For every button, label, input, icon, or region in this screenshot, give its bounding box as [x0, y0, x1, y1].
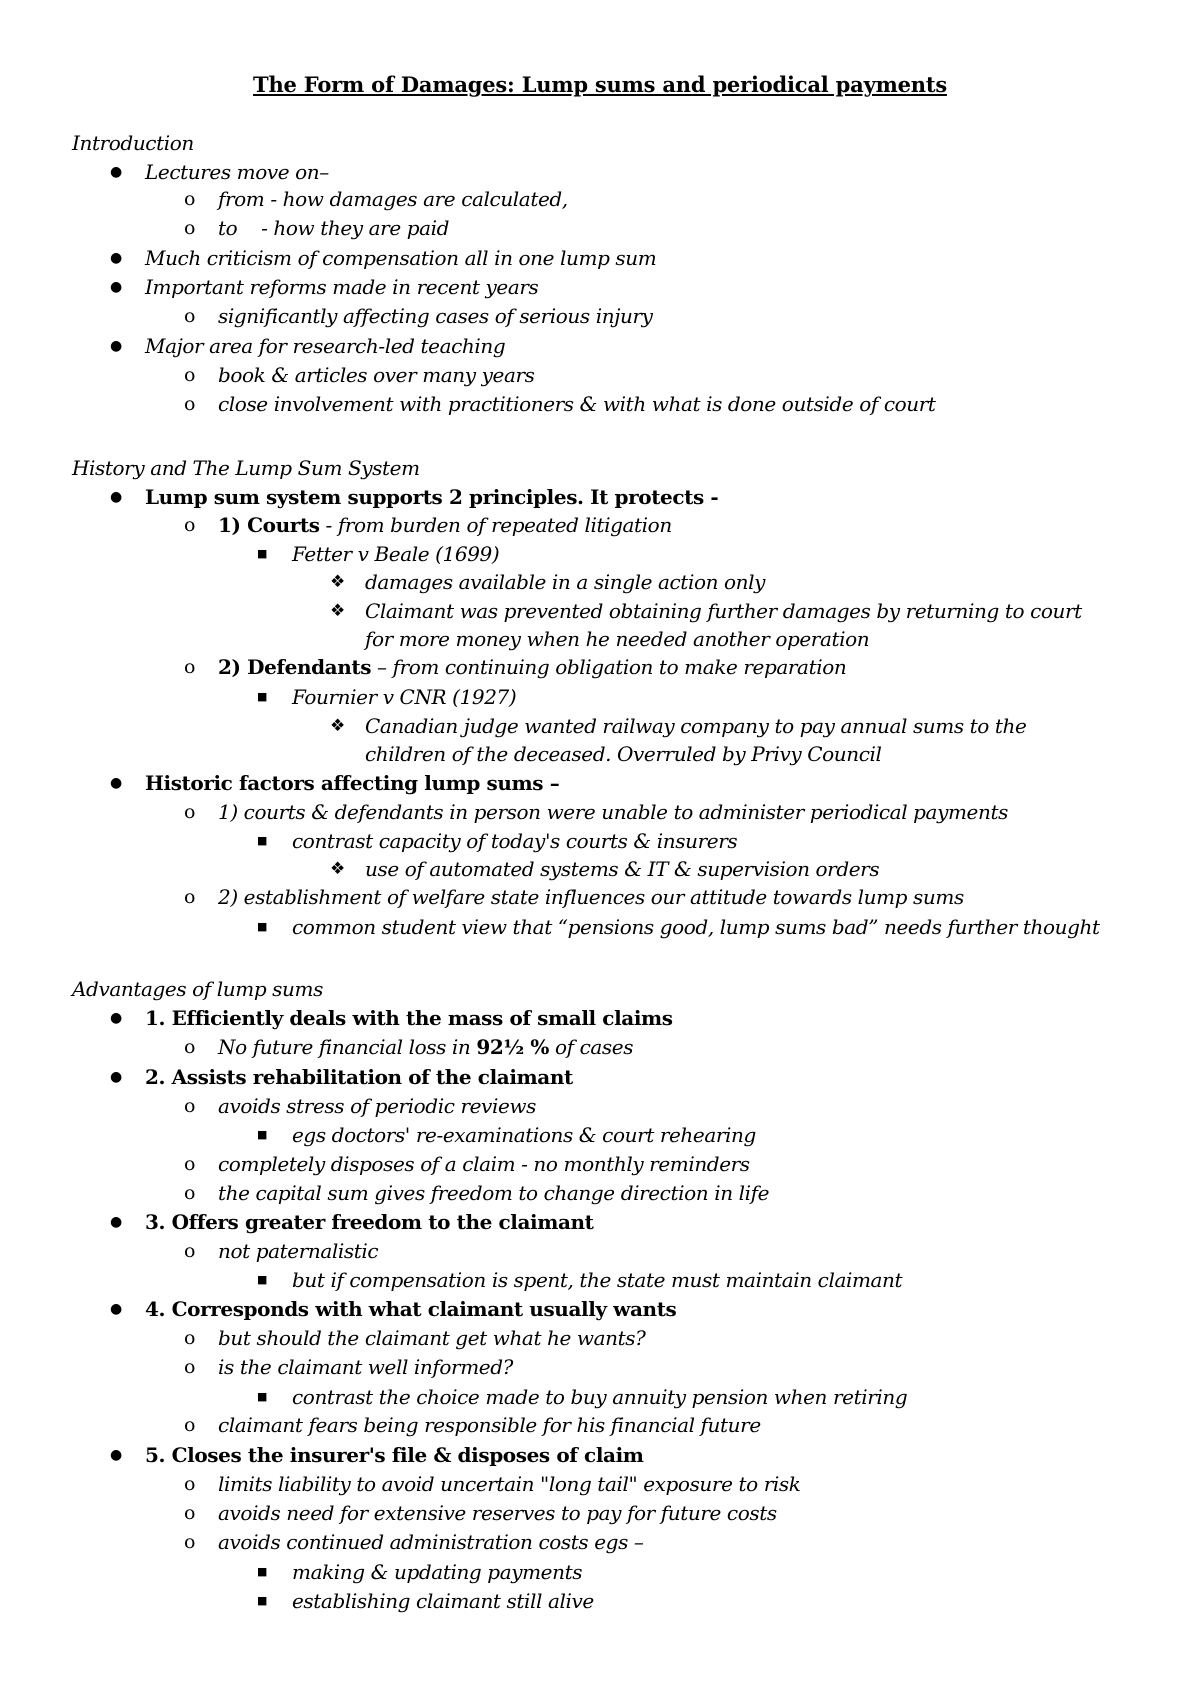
section-heading-advantages: Advantages of lump sums — [72, 977, 323, 1001]
circle-marker: o — [184, 886, 196, 908]
circle-marker: o — [184, 1095, 196, 1117]
section-heading-history: History and The Lump Sum System — [72, 456, 420, 480]
list-item: Much criticism of compensation all in one lump sum — [145, 246, 657, 270]
list-item: common student view that “pensions good, lump sums bad” needs further thought — [292, 915, 1100, 939]
bullet-marker: ● — [110, 775, 123, 791]
circle-marker: o — [184, 656, 196, 678]
list-item: Important reforms made in recent years — [145, 275, 539, 299]
bullet-marker: ● — [110, 250, 123, 266]
section-heading-introduction: Introduction — [72, 131, 194, 155]
bullet-marker: ● — [110, 1214, 123, 1230]
bullet-marker: ● — [110, 1301, 123, 1317]
circle-marker: o — [184, 1356, 196, 1378]
circle-marker: o — [184, 1036, 196, 1058]
list-item: but if compensation is spent, the state must maintain claimant — [292, 1268, 903, 1292]
list-item-bold: 1. Efficiently deals with the mass of small claims — [145, 1006, 673, 1030]
circle-marker: o — [184, 1153, 196, 1175]
list-item-bold: Historic factors affecting lump sums – — [145, 771, 560, 795]
bullet-marker: ● — [110, 279, 123, 295]
defendants-text: – from continuing obligation to make reparation — [371, 655, 847, 679]
defendants-label: 2) Defendants — [218, 655, 372, 679]
circle-marker: o — [184, 1531, 196, 1553]
list-item: the capital sum gives freedom to change direction in life — [218, 1181, 770, 1205]
list-item: egs doctors' re-examinations & court rehearing — [292, 1123, 756, 1147]
adv1-percentage: 92½ % — [476, 1035, 550, 1059]
bullet-marker: ● — [110, 1447, 123, 1463]
list-item-bold: 4. Corresponds with what claimant usually wants — [145, 1297, 677, 1321]
list-item: damages available in a single action only — [365, 570, 766, 594]
list-item: but should the claimant get what he wants? — [218, 1326, 646, 1350]
bullet-marker: ● — [110, 338, 123, 354]
list-item: establishing claimant still alive — [292, 1589, 594, 1613]
list-item: Lectures move on– — [145, 160, 329, 184]
list-item: avoids need for extensive reserves to pay for future costs — [218, 1501, 777, 1525]
list-item-bold: Lump sum system supports 2 principles. It protects - — [145, 485, 719, 509]
square-marker: ■ — [257, 920, 268, 933]
case-name: Fournier v CNR (1927) — [292, 685, 517, 709]
square-marker: ■ — [257, 1565, 268, 1578]
list-item — [218, 513, 672, 537]
list-item: claimant fears being responsible for his financial future — [218, 1413, 761, 1437]
courts-label: 1) Courts — [218, 513, 320, 537]
list-item: from - how damages are calculated, — [218, 187, 568, 211]
list-item-continuation: for more money when he needed another operation — [365, 627, 870, 651]
list-item: not paternalistic — [218, 1239, 379, 1263]
square-marker: ■ — [257, 1390, 268, 1403]
bullet-marker: ● — [110, 1069, 123, 1085]
list-item: Canadian judge wanted railway company to pay annual sums to the — [365, 714, 1027, 738]
square-marker: ■ — [257, 834, 268, 847]
circle-marker: o — [184, 1473, 196, 1495]
adv1-text-post: of cases — [549, 1035, 634, 1059]
list-item: Major area for research-led teaching — [145, 334, 506, 358]
list-item: contrast capacity of today's courts & insurers — [292, 829, 738, 853]
circle-marker: o — [184, 1240, 196, 1262]
circle-marker: o — [184, 1182, 196, 1204]
list-item: use of automated systems & IT & supervision orders — [365, 857, 880, 881]
list-item: Claimant was prevented obtaining further damages by returning to court — [365, 599, 1082, 623]
circle-marker: o — [184, 801, 196, 823]
square-marker: ■ — [257, 547, 268, 560]
bullet-marker: ● — [110, 489, 123, 505]
adv1-text-pre: No future financial loss in — [218, 1035, 477, 1059]
list-item: making & updating payments — [292, 1560, 583, 1584]
diamond-marker: ❖ — [330, 859, 346, 879]
circle-marker: o — [184, 364, 196, 386]
list-item: limits liability to avoid uncertain "long tail" exposure to risk — [218, 1472, 801, 1496]
list-item: is the claimant well informed? — [218, 1355, 513, 1379]
list-item — [218, 1035, 633, 1059]
circle-marker: o — [184, 1327, 196, 1349]
list-item-bold: 2. Assists rehabilitation of the claimant — [145, 1065, 573, 1089]
case-name: Fetter v Beale (1699) — [292, 542, 500, 566]
diamond-marker: ❖ — [330, 572, 346, 592]
circle-marker: o — [184, 514, 196, 536]
list-item: completely disposes of a claim - no monthly reminders — [218, 1152, 750, 1176]
list-item: contrast the choice made to buy annuity pension when retiring — [292, 1385, 908, 1409]
list-item: 1) courts & defendants in person were unable to administer periodical payments — [218, 800, 1008, 824]
list-item — [218, 655, 846, 679]
square-marker: ■ — [257, 1273, 268, 1286]
courts-text: - from burden of repeated litigation — [319, 513, 672, 537]
list-item-bold: 3. Offers greater freedom to the claimant — [145, 1210, 594, 1234]
diamond-marker: ❖ — [330, 716, 346, 736]
diamond-marker: ❖ — [330, 601, 346, 621]
bullet-marker: ● — [110, 1010, 123, 1026]
list-item: book & articles over many years — [218, 363, 535, 387]
list-item-bold: 5. Closes the insurer's file & disposes of claim — [145, 1443, 644, 1467]
circle-marker: o — [184, 217, 196, 239]
circle-marker: o — [184, 305, 196, 327]
list-item: avoids continued administration costs egs – — [218, 1530, 644, 1554]
circle-marker: o — [184, 1414, 196, 1436]
list-item: significantly affecting cases of serious injury — [218, 304, 653, 328]
square-marker: ■ — [257, 1128, 268, 1141]
list-item: to - how they are paid — [218, 216, 450, 240]
circle-marker: o — [184, 1502, 196, 1524]
document-title: The Form of Damages: Lump sums and periodical payments — [253, 72, 947, 97]
list-item-continuation: children of the deceased. Overruled by Privy Council — [365, 742, 882, 766]
square-marker: ■ — [257, 1594, 268, 1607]
list-item: close involvement with practitioners & with what is done outside of court — [218, 392, 936, 416]
bullet-marker: ● — [110, 164, 123, 180]
list-item: 2) establishment of welfare state influences our attitude towards lump sums — [218, 885, 964, 909]
square-marker: ■ — [257, 690, 268, 703]
circle-marker: o — [184, 393, 196, 415]
circle-marker: o — [184, 188, 196, 210]
list-item: avoids stress of periodic reviews — [218, 1094, 536, 1118]
